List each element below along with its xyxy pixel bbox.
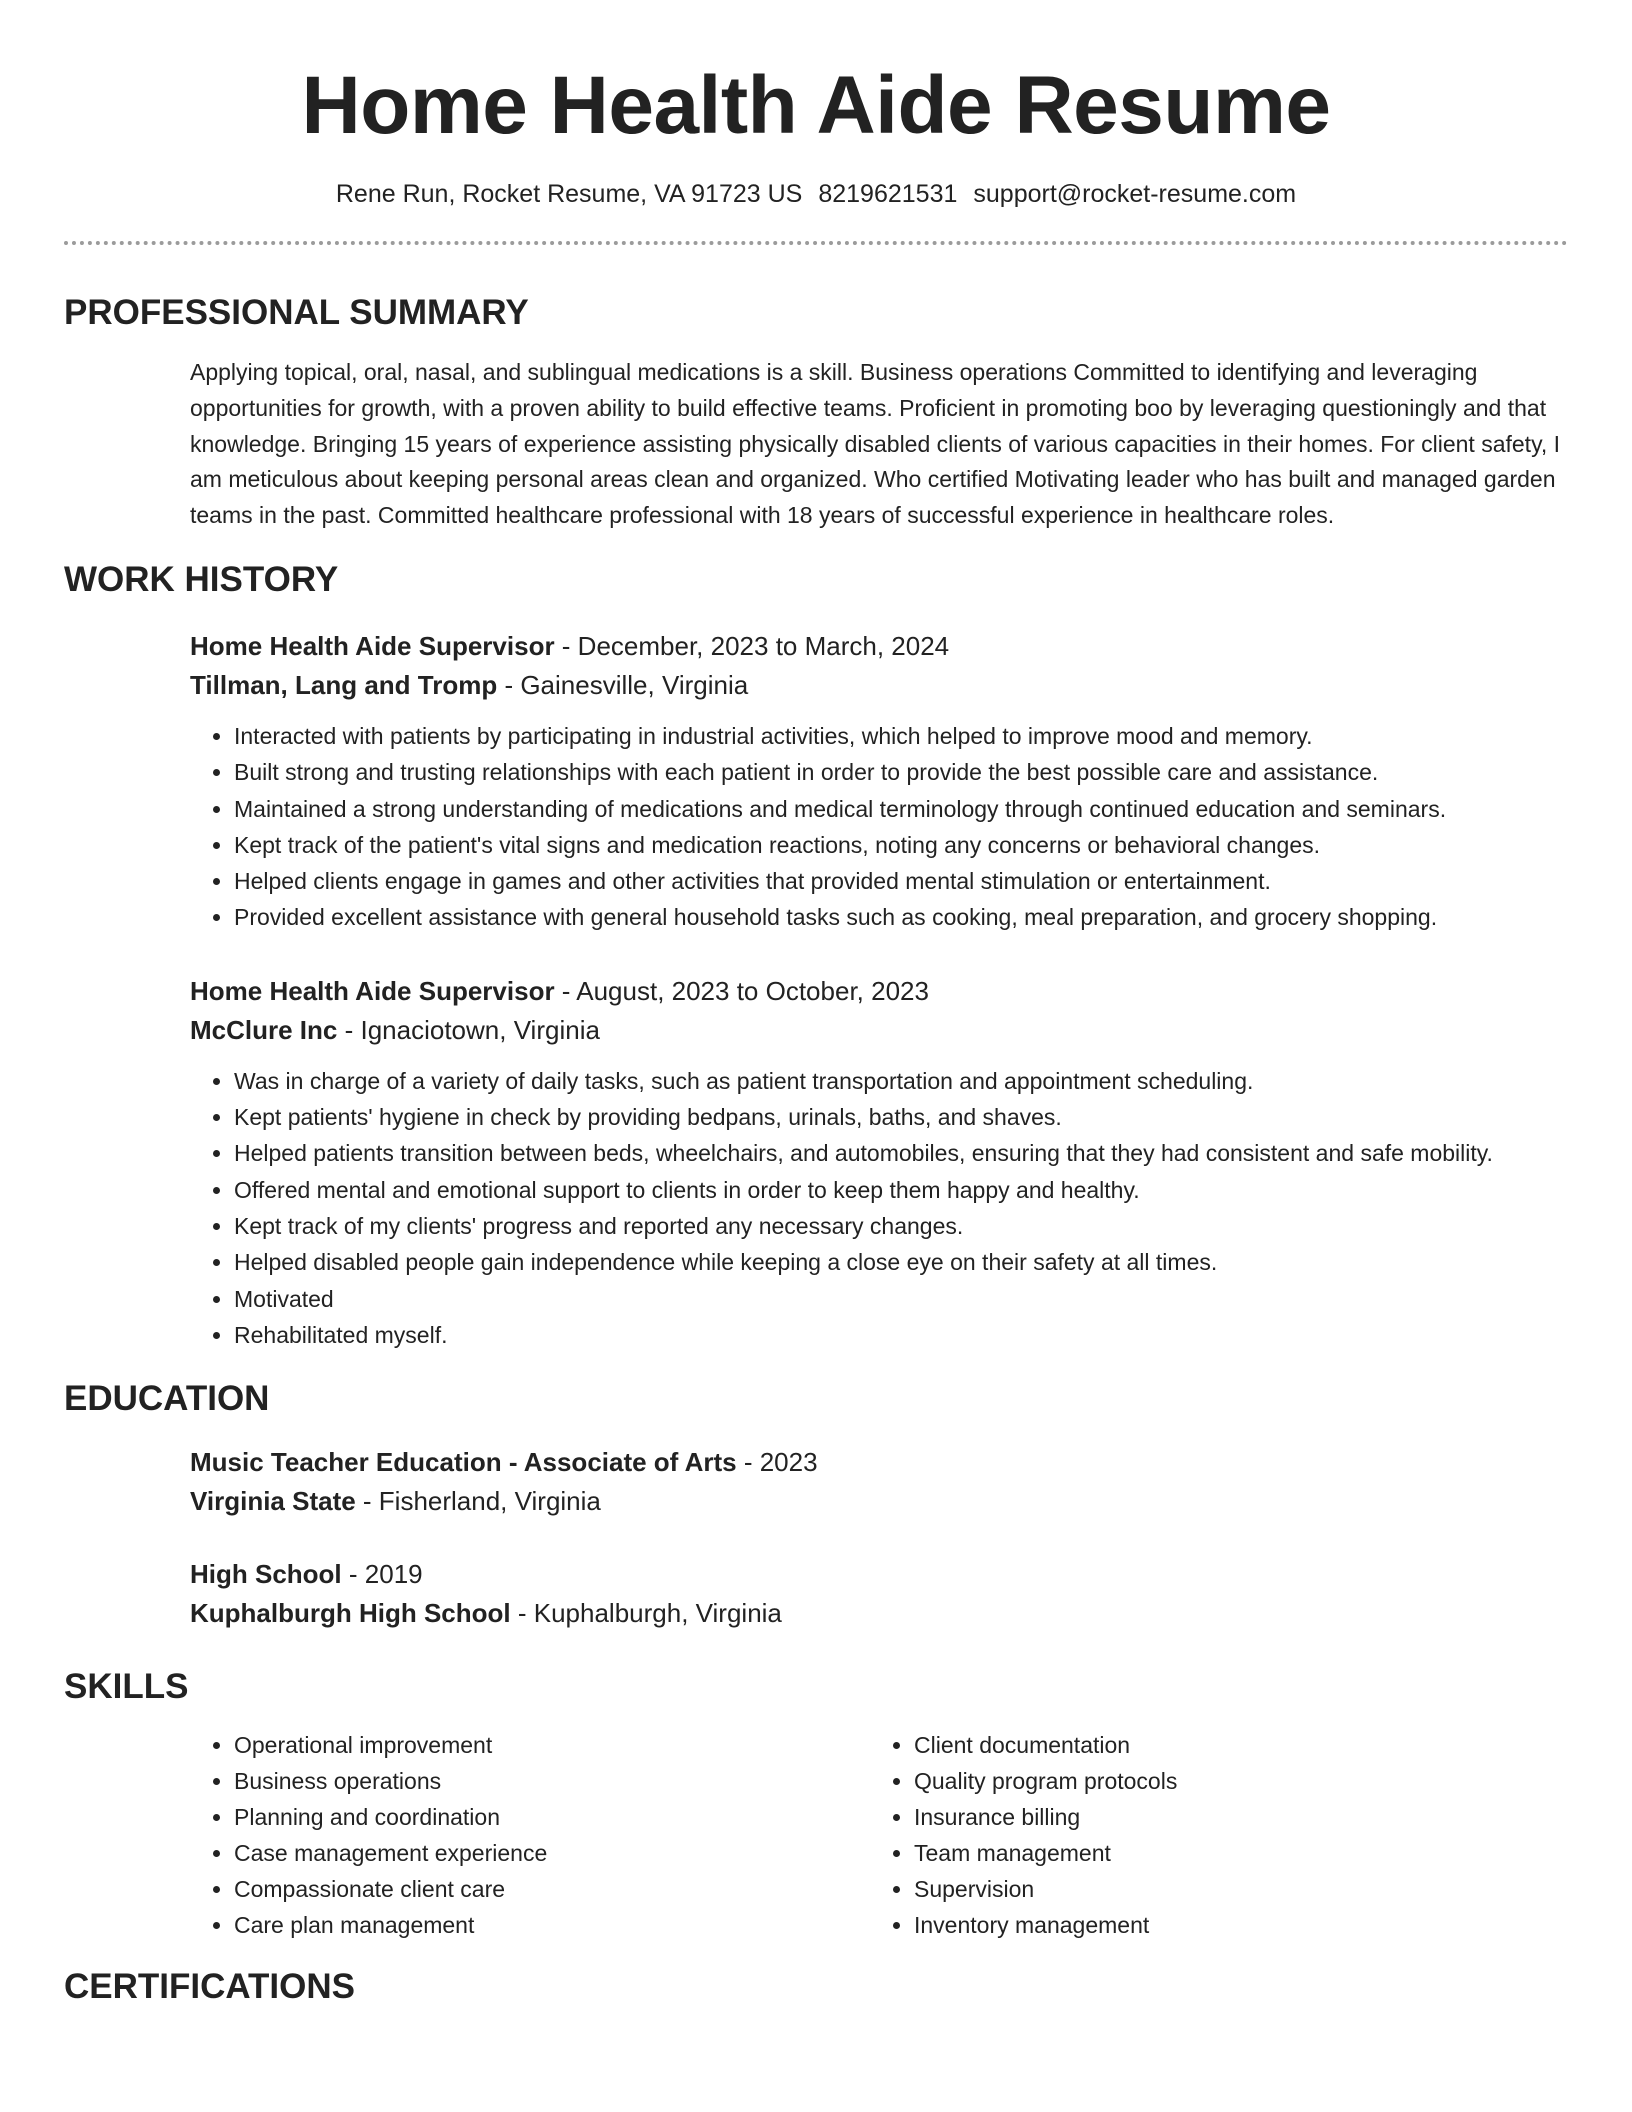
skill-item: • Operational improvement — [234, 1727, 870, 1763]
job-duty: • Interacted with patients by participating in industrial activities, which helped to improve mood and memory. — [234, 718, 1568, 754]
skill-item: • Case management experience — [234, 1835, 870, 1871]
job-location: - Gainesville, Virginia — [497, 669, 749, 700]
skill-item: • Supervision — [914, 1871, 1550, 1907]
school-line — [190, 1482, 1568, 1521]
job-duty: • Motivated — [234, 1281, 1568, 1317]
school-name: Kuphalburgh High School — [190, 1598, 511, 1629]
job-duty: • Kept track of the patient's vital signs and medication reactions, noting any concerns or behavioral changes. — [234, 827, 1568, 863]
skill-item: • Care plan management — [234, 1907, 870, 1943]
skill-item: • Business operations — [234, 1763, 870, 1799]
education-entry — [190, 1555, 1568, 1633]
job-entry — [190, 627, 1568, 936]
school-location: - Kuphalburgh, Virginia — [510, 1598, 782, 1629]
skill-item: • Compassionate client care — [234, 1871, 870, 1907]
job-company: Tillman, Lang and Tromp — [190, 669, 498, 700]
school-name: Virginia State — [190, 1486, 356, 1517]
summary-heading: PROFESSIONAL SUMMARY — [64, 293, 529, 332]
skill-item: • Inventory management — [914, 1907, 1550, 1943]
job-duty: • Provided excellent assistance with general household tasks such as cooking, meal preparation, and grocery shopping. — [234, 899, 1568, 935]
degree-line — [190, 1555, 1568, 1594]
job-company: McClure Inc — [190, 1014, 338, 1045]
skills-list-right — [870, 1727, 1550, 1943]
certifications-heading: CERTIFICATIONS — [64, 1967, 356, 2007]
contact-phone: 8219621531 — [818, 180, 958, 208]
resume-title: Home Health Aide Resume — [301, 60, 1331, 151]
skill-item: • Client documentation — [914, 1727, 1550, 1763]
education-heading: EDUCATION — [64, 1379, 270, 1419]
contact-line — [64, 178, 1568, 210]
school-location: - Fisherland, Virginia — [355, 1486, 601, 1517]
job-duty: • Helped disabled people gain independence while keeping a close eye on their safety at all times. — [234, 1244, 1568, 1280]
job-duty: • Kept patients' hygiene in check by providing bedpans, urinals, baths, and shaves. — [234, 1099, 1568, 1135]
skill-item: • Quality program protocols — [914, 1763, 1550, 1799]
degree-year: - 2019 — [341, 1559, 423, 1590]
skill-item: • Insurance billing — [914, 1799, 1550, 1835]
work-history-section — [64, 627, 1568, 1353]
job-title: Home Health Aide Supervisor — [190, 630, 555, 661]
degree-line — [190, 1443, 1568, 1482]
job-title-line — [190, 972, 1568, 1011]
job-location: - Ignaciotown, Virginia — [337, 1014, 600, 1045]
skills-heading: SKILLS — [64, 1667, 189, 1707]
work-history-heading: WORK HISTORY — [64, 559, 339, 599]
summary-section — [64, 355, 1568, 534]
skill-item: • Planning and coordination — [234, 1799, 870, 1835]
job-title: Home Health Aide Supervisor — [190, 975, 555, 1006]
job-dates: - August, 2023 to October, 2023 — [554, 975, 929, 1006]
job-company-line — [190, 666, 1568, 705]
degree-year: - 2023 — [736, 1447, 818, 1478]
job-dates: - December, 2023 to March, 2024 — [554, 630, 950, 661]
job-duty: • Was in charge of a variety of daily tasks, such as patient transportation and appointment scheduling. — [234, 1063, 1568, 1099]
job-company-line — [190, 1011, 1568, 1050]
skills-section — [64, 1727, 1568, 1943]
job-duty: • Built strong and trusting relationships with each patient in order to provide the best possible care and assistance. — [234, 754, 1568, 790]
job-duty: • Helped clients engage in games and other activities that provided mental stimulation or entertainment. — [234, 863, 1568, 899]
job-duty: • Kept track of my clients' progress and reported any necessary changes. — [234, 1208, 1568, 1244]
job-entry — [190, 972, 1568, 1353]
school-line — [190, 1594, 1568, 1633]
skill-item: • Team management — [914, 1835, 1550, 1871]
job-duties-list — [190, 718, 1568, 936]
job-duties-list — [190, 1063, 1568, 1353]
job-duty: • Rehabilitated myself. — [234, 1317, 1568, 1353]
education-entry — [190, 1443, 1568, 1521]
education-section — [64, 1443, 1568, 1633]
job-duty: • Maintained a strong understanding of medications and medical terminology through continued education and seminars. — [234, 791, 1568, 827]
skills-grid — [190, 1727, 1568, 1943]
header-divider — [64, 241, 1568, 245]
job-duty: • Helped patients transition between beds, wheelchairs, and automobiles, ensuring that they had consistent and safe mobility. — [234, 1135, 1568, 1171]
job-title-line — [190, 627, 1568, 666]
skills-list-left — [190, 1727, 870, 1943]
contact-email: support@rocket-resume.com — [973, 180, 1297, 208]
summary-text: Applying topical, oral, nasal, and sublingual medications is a skill. Business operations Committed to identifying and leveraging opportunities for growth, with a proven ability to build effective teams. Proficient in promoting boo by leveraging questioningly and that knowledge. Bringing 15 years of experience assisting physically disabled clients of various capacities in their homes. For client safety, I am meticulous about keeping personal areas clean and organized. Who certified Motivating leader who has built and managed garden teams in the past. Committed healthcare professional with 18 years of successful experience in healthcare roles. — [190, 359, 1561, 529]
degree-name: Music Teacher Education - Associate of Arts — [190, 1447, 737, 1478]
job-duty: • Offered mental and emotional support to clients in order to keep them happy and healthy. — [234, 1172, 1568, 1208]
contact-address: Rene Run, Rocket Resume, VA 91723 US — [335, 180, 803, 208]
degree-name: High School — [190, 1559, 342, 1590]
